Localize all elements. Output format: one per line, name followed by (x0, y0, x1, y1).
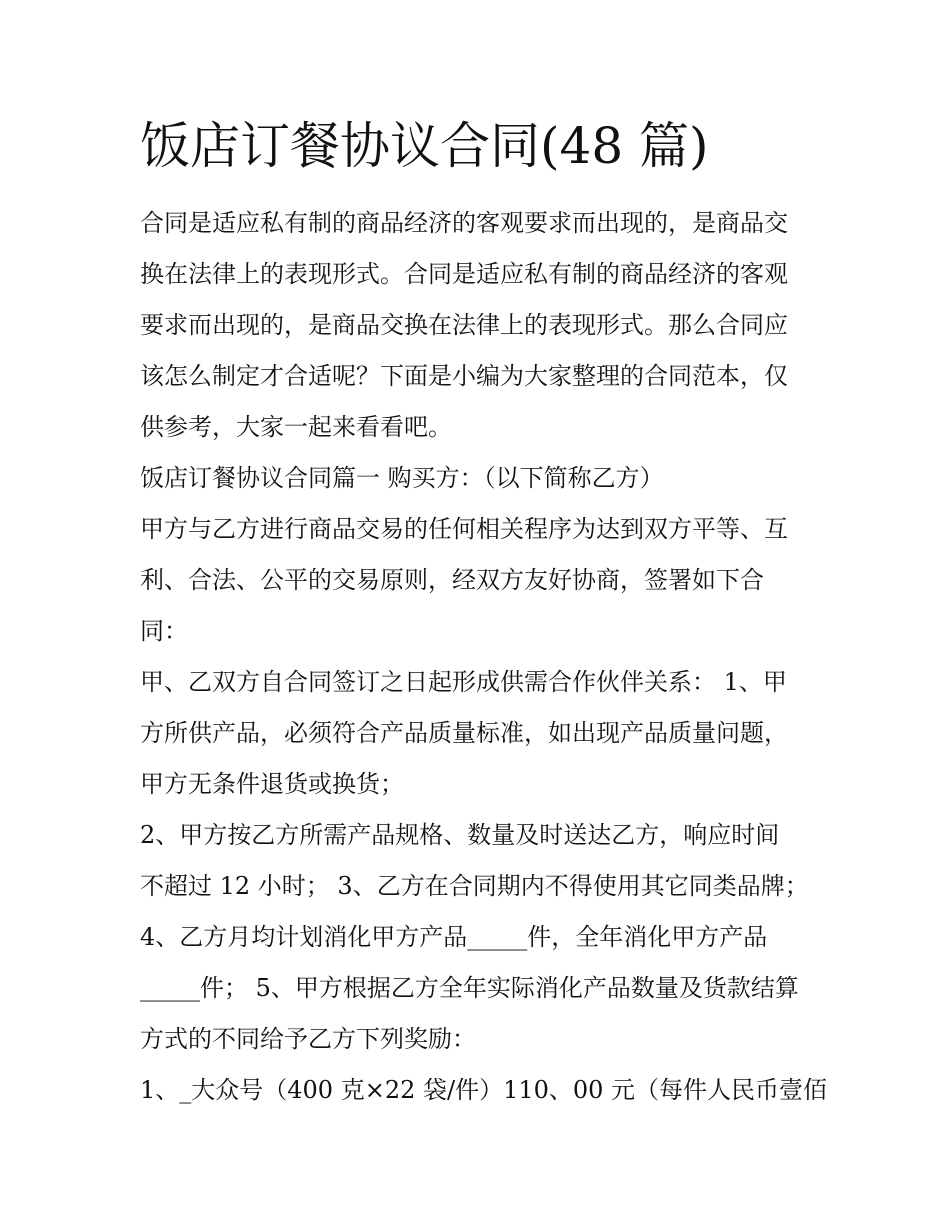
body-line: 甲方无条件退货或换货； (140, 770, 404, 798)
body-line: 供参考，大家一起来看看吧。 (140, 413, 452, 441)
body-line: 甲、乙双方自合同签订之日起形成供需合作伙伴关系： 1、甲 (140, 668, 787, 696)
body-line: 方式的不同给予乙方下列奖励： (140, 1025, 476, 1053)
body-line: 4、乙方月均计划消化甲方产品_____件，全年消化甲方产品 (140, 923, 768, 951)
body-line: 方所供产品，必须符合产品质量标准，如出现产品质量问题， (140, 719, 788, 747)
body-line: 要求而出现的，是商品交换在法律上的表现形式。那么合同应 (140, 311, 788, 339)
body-line: 合同是适应私有制的商品经济的客观要求而出现的，是商品交 (140, 209, 788, 237)
body-line: 利、合法、公平的交易原则，经双方友好协商，签署如下合 (140, 566, 764, 594)
body-line: 换在法律上的表现形式。合同是适应私有制的商品经济的客观 (140, 260, 788, 288)
body-line: _____件； 5、甲方根据乙方全年实际消化产品数量及货款结算 (140, 974, 799, 1002)
section-heading-line: 饭店订餐协议合同篇一 购买方：（以下简称乙方） (140, 464, 664, 492)
body-line: 甲方与乙方进行商品交易的任何相关程序为达到双方平等、互 (140, 515, 788, 543)
body-line: 1、_大众号（400 克×22 袋/件）110、00 元（每件人民币壹佰 (140, 1076, 828, 1104)
body-line: 同： (140, 617, 188, 645)
document-title: 饭店订餐协议合同(48 篇) (140, 117, 709, 175)
body-line: 不超过 12 小时； 3、乙方在合同期内不得使用其它同类品牌； (140, 872, 809, 900)
document-body (140, 198, 828, 1116)
body-line: 2、甲方按乙方所需产品规格、数量及时送达乙方，响应时间 (140, 821, 780, 849)
body-line: 该怎么制定才合适呢？下面是小编为大家整理的合同范本，仅 (140, 362, 788, 390)
